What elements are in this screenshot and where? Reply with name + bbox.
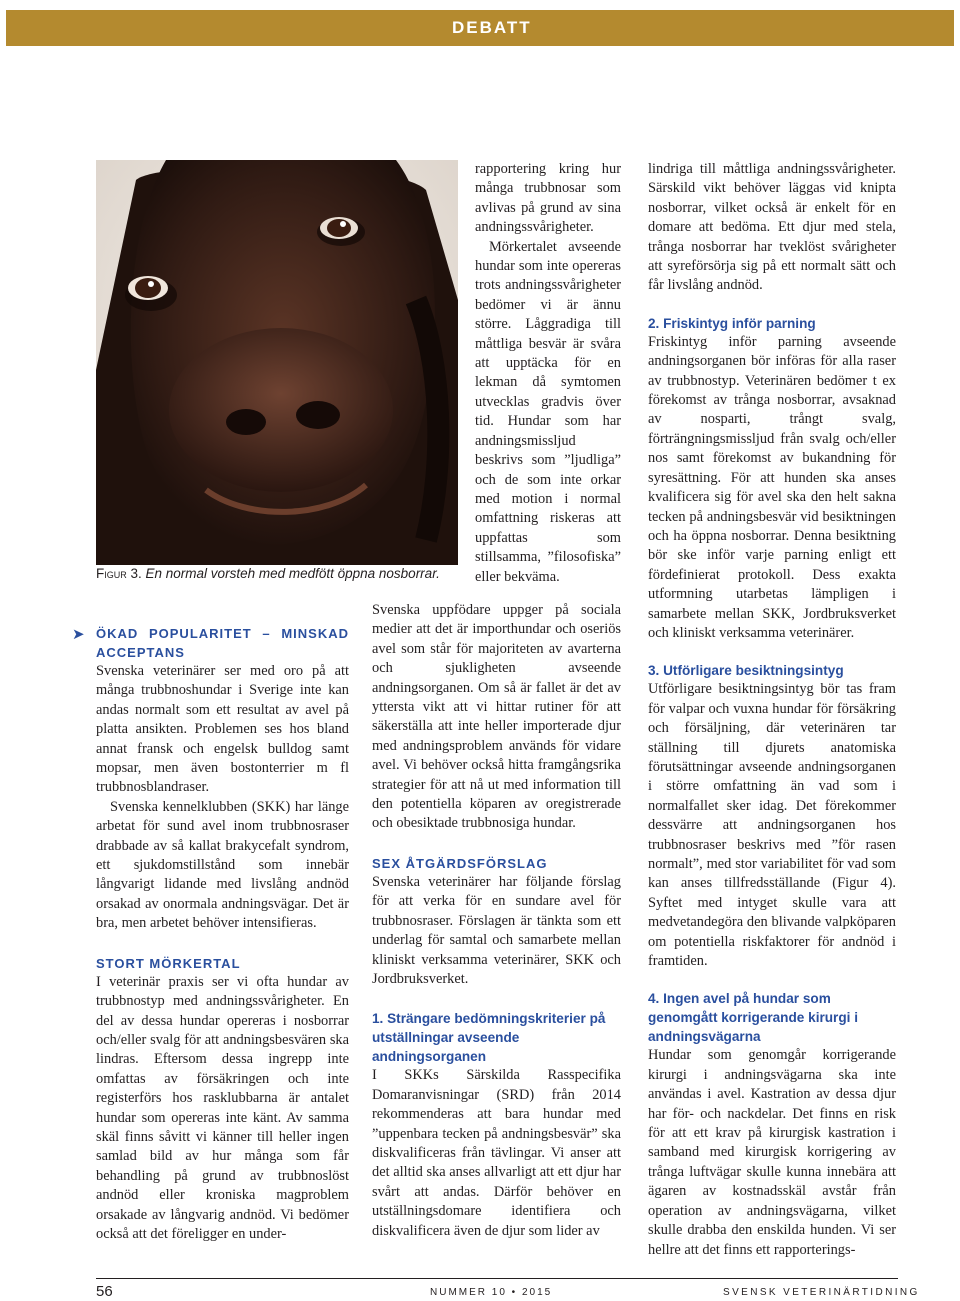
section-banner: [6, 10, 954, 46]
heading-dark-figure: STORT MÖRKERTAL: [96, 955, 241, 971]
paragraph: I veterinär praxis ser vi ofta hundar av trubbnostyp med andningssvårigheter. En del av dessa hundar opereras i nosborrar och/eller svalg för att andningsbesvären ska lindras. Eftersom dessa ingrepp inte omfattas av försäkringen och inte registerförs hos rasklubbarna är antalet hundar som opereras inte känt. Av samma skäl finns såvitt vi känner till heller ingen samlad bild av hur många som får behandling på grund av trubbnoslöst andnöd eller kroniska magproblem orsakade av långvarig andnöd. Vi bedömer också att det föreligger en under-: [96, 973, 349, 1242]
heading-proposal-1: 1. Strängare bedömningskriterier på utställningar avseende andningsorganen: [372, 1011, 606, 1065]
heading-proposal-2: 2. Friskintyg inför parning: [648, 315, 816, 331]
paragraph: Friskintyg inför parning avseende andningsorganen bör införas för alla raser av trubbnostyp. Veterinären bedömer t ex förekomst av trånga nosborrar, avsaknad av nosparti, trångt svalg, förträngningsmissljud från svalg och/eller nos samt förekomst av bukandning för syresättning. För att hunden ska anses kvalificera sig för avel ska den helt sakna tecken på andningsbesvär vid besiktningen och ha öppna nosborrar. Denna besiktning bör ske inför varje parning enligt ett fördefinierat protokoll. Dess exakta utformning utarbetas lämpligen i samarbete mellan SKK, Jordbruksverket och kliniskt verksamma veterinärer.: [648, 333, 896, 641]
arrowhead-icon: ➤: [72, 625, 85, 643]
paragraph: Utförligare besiktningsintyg bör tas fram för valpar och vuxna hundar för försäkring och försäljning, där veterinären tar ställning till djurets anatomiska förutsättningar avseende andningsorganen i större omfattning än vad som i normalfallet sker idag. Det förekommer dessvärre att andningsorganen hos trubbnosraser beskrivs med ”för rasen normalt”, med stor variabilitet för vad som kan anses tillfredsställande (Figur 4). Syftet med intyget skulle vara att medvetandegöra den blivande valpköparen om potentiella riskfaktorer för andnöd i framtiden.: [648, 681, 896, 970]
dog-photo: [96, 160, 458, 565]
paragraph: Svenska kennelklubben (SKK) har länge arbetat för sund avel inom trubbnosraser drabbade av så kallat brakycefalt syndrom, ett sjukdomstillstånd som innebär långvarigt lidande med livslång andnöd orsakad av onormala andningsvägar. Det är bra, men arbetet behöver intensifieras.: [96, 798, 349, 932]
journal-name: SVENSK VETERINÄRTIDNING: [723, 1287, 920, 1298]
heading-proposal-4: 4. Ingen avel på hundar som genomgått korrigerande kirurgi i andningsvägarna: [648, 991, 858, 1045]
figure-label: Figur 3.: [96, 566, 142, 581]
paragraph: Svenska veterinärer har följande förslag för att verka för en sundare avel för trubbnosraser. Förslagen är tänkta som ett underlag för samtal och samarbete mellan kliniskt verksamma veterinärer, SKK och Jordbruksverket.: [372, 873, 621, 987]
paragraph: Svenska veterinärer ser med oro på att många trubbnoshundar i Sverige inte kan andas normalt som ett resultat av avel på platta ansikten. Problemen ses hos bland annat fransk och engelsk bulldog samt mopsar, men även bostonterrier m fl trubbnosblandraser.: [96, 663, 349, 796]
heading-popularity: ÖKAD POPULARITET – MINSKAD ACCEPTANS: [96, 626, 349, 660]
footer-rule: [96, 1278, 898, 1279]
figure-caption: [96, 566, 466, 581]
paragraph: Mörkertalet avseende hundar som inte opereras trots andningssvårigheter bedömer vi är ännu större. Låggradiga till måttliga besvär är svåra att upptäcka för en lekman då symtomen utvecklas gradvis över tid. Hundar som har andningsmissljud beskrivs som ”ljudliga” och de som inte orkar med motion i normal omfattning riskeras att uppfattas som stillsamma, ”filosofiska” eller bekväma.: [475, 238, 621, 585]
column-2: [372, 601, 621, 1241]
column-1: [96, 624, 349, 1244]
heading-six-proposals: SEX ÅTGÄRDSFÖRSLAG: [372, 855, 548, 871]
issue-info: NUMMER 10 • 2015: [430, 1287, 553, 1298]
paragraph: Hundar som genomgår korrigerande kirurgi i andningsvägarna ska inte användas i avel. Kastration av dessa djur har för- och nackdelar. Det finns en risk för att ett krav på kirurgisk kastration i samband med kirurgisk korrigering av trånga luftvägar skulle kunna innebära att ägaren av kostnadsskäl avstår från operation av andningsvägarna, vilket skulle drabba den enskilda hunden. Vi ser hellre att det finns ett rapporterings-: [648, 1047, 896, 1258]
heading-proposal-3: 3. Utförligare besiktningsintyg: [648, 663, 844, 679]
column-2-top: [475, 160, 621, 587]
section-title: DEBATT: [452, 18, 532, 37]
paragraph: I SKKs Särskilda Rasspecifika Domaranvisningar (SRD) från 2014 rekommenderas att bara hundar med ”uppenbara tecken på andningsbesvär” ska diskvalificeras från tävlingar. Vi anser att det alltid ska anses allvarligt att ett djur har svårt att andas. Därför behöver en utställningsdomare identifiera och diskvalificera även de djur som lider av: [372, 1067, 621, 1239]
paragraph: lindriga till måttliga andningssvårigheter. Särskild vikt behöver läggas vid knipta nosborrar, vilket också är enkelt för en domare att bedöma. Ett djur med stela, trånga nosborrar har tveklöst svårigheter att syreförsörja sig på ett normalt sätt och får livslång andnöd.: [648, 161, 896, 294]
figure-text: En normal vorsteh med medfött öppna nosborrar.: [145, 566, 440, 581]
paragraph: rapportering kring hur många trubbnosar som avlivas på grund av sina andningssvårigheter.: [475, 161, 621, 236]
column-3: [648, 160, 896, 1260]
paragraph: Svenska uppfödare uppger på sociala medier att det är importhundar och oseriös avel som står för majoriteten av avarterna och sjukligheten avseende andningsorganen. Om så är fallet är det av yttersta vikt att vi hittar rutiner för att säkerställa att inte heller importerade djur med andningsproblem används för vidare avel. Vi behöver också hitta framgångsrika strategier för att nå ut med information till den potentiella köparen av oregistrerade och obesiktade trubbnosiga hundar.: [372, 602, 621, 832]
page-number: 56: [96, 1283, 113, 1300]
